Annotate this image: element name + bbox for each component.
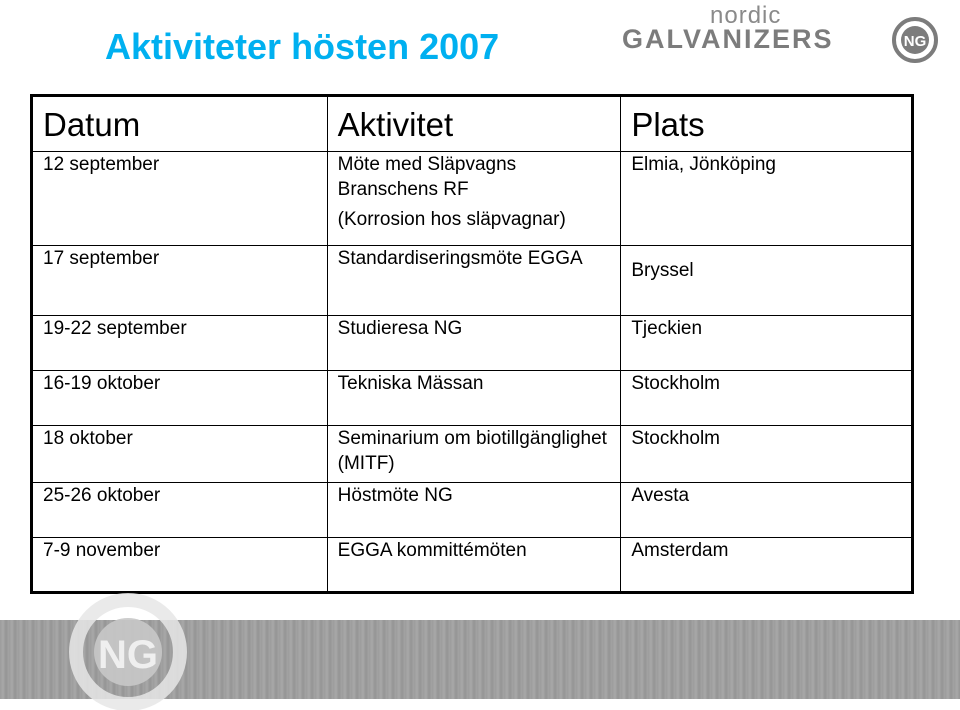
cell-datum: 19-22 september (32, 316, 328, 371)
badge-text: NG (903, 33, 927, 50)
table-row (32, 538, 913, 593)
ng-badge-icon (892, 17, 938, 63)
cell-aktivitet-note: (Korrosion hos släpvagnar) (337, 209, 566, 230)
cell-plats: Avesta (621, 483, 913, 538)
header-aktivitet: Aktivitet (327, 96, 621, 152)
cell-plats: Stockholm (621, 426, 913, 483)
cell-plats: Bryssel (621, 246, 913, 316)
cell-datum: 7-9 november (32, 538, 328, 593)
cell-aktivitet: Standardiseringsmöte EGGA (327, 246, 621, 316)
cell-aktivitet: EGGA kommittémöten (327, 538, 621, 593)
cell-plats: Elmia, Jönköping (621, 152, 913, 246)
cell-datum: 16-19 oktober (32, 371, 328, 426)
footer-band (0, 620, 960, 699)
cell-aktivitet: Tekniska Mässan (327, 371, 621, 426)
table-row (32, 426, 913, 483)
cell-plats: Amsterdam (621, 538, 913, 593)
cell-datum: 17 september (32, 246, 328, 316)
nordic-galvanizers-logo (620, 2, 950, 62)
cell-datum: 25-26 oktober (32, 483, 328, 538)
table-row (32, 246, 913, 316)
slide-title: Aktiviteter hösten 2007 (105, 26, 500, 67)
table-row (32, 316, 913, 371)
cell-aktivitet-text: Möte med Släpvagns Branschens RF (337, 154, 517, 200)
cell-plats: Stockholm (621, 371, 913, 426)
cell-datum: 18 oktober (32, 426, 328, 483)
table-row (32, 371, 913, 426)
cell-datum: 12 september (32, 152, 328, 246)
logo-nordic-text: nordic (710, 2, 782, 29)
activities-table (30, 94, 914, 594)
cell-aktivitet (327, 152, 621, 246)
table-row (32, 483, 913, 538)
header-datum: Datum (32, 96, 328, 152)
logo-galvanizers-text: GALVANIZERS (622, 24, 834, 54)
cell-aktivitet: Höstmöte NG (327, 483, 621, 538)
cell-aktivitet: Studieresa NG (327, 316, 621, 371)
table-header-row (32, 96, 913, 152)
watermark-text: NG (98, 633, 158, 677)
header-plats: Plats (621, 96, 913, 152)
cell-plats: Tjeckien (621, 316, 913, 371)
ng-watermark-icon (68, 590, 198, 710)
table-row (32, 152, 913, 246)
cell-aktivitet: Seminarium om biotillgänglighet (MITF) (327, 426, 621, 483)
